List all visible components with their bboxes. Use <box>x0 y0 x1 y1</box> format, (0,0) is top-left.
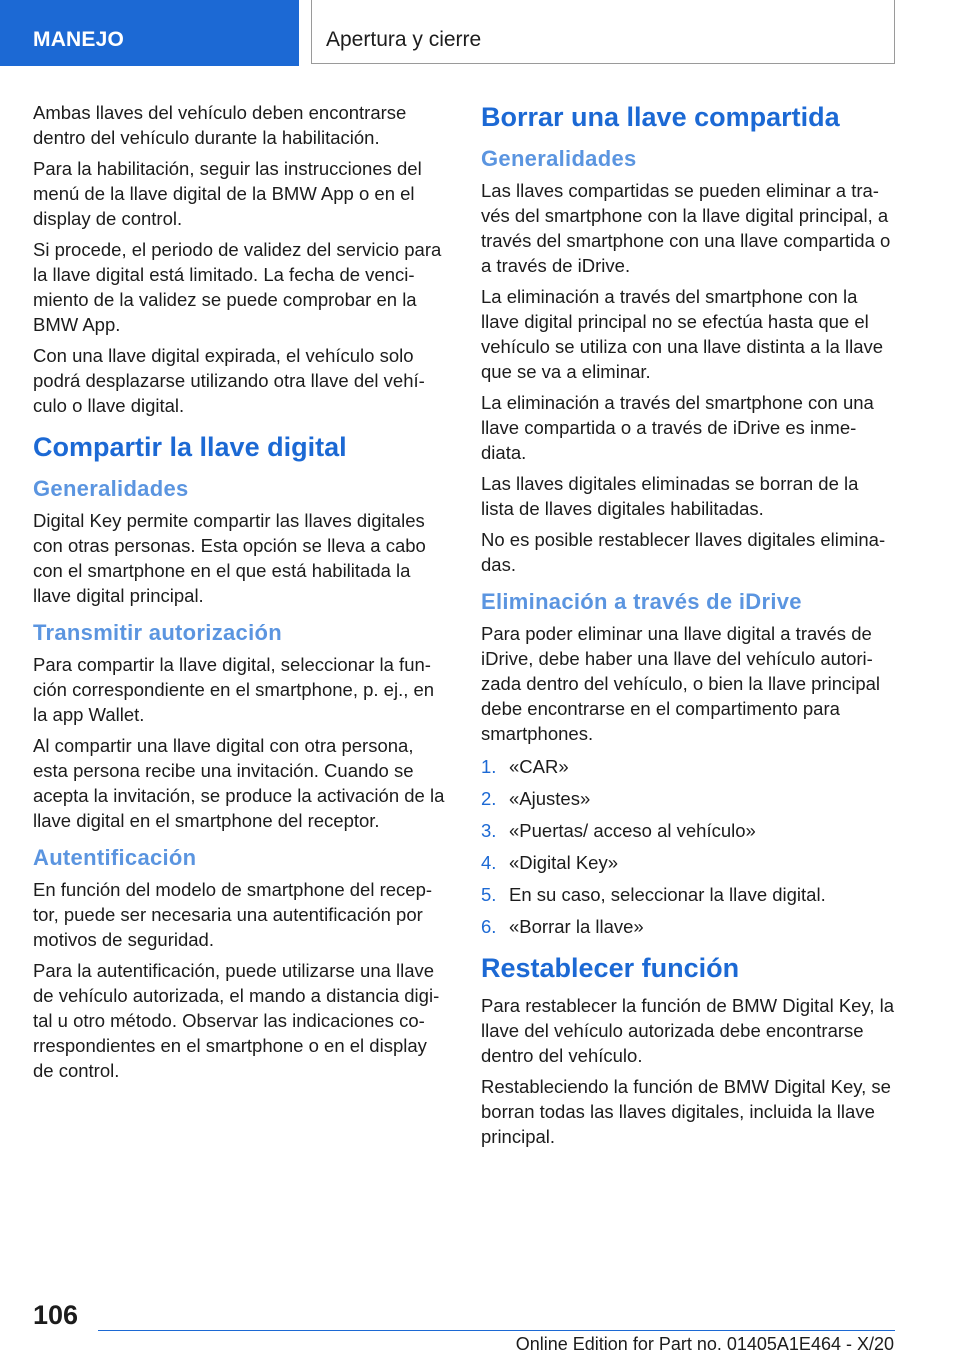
paragraph: Para la habilitación, seguir las instrucciones del menú de la llave digital de la BMW App o en el display de control. <box>33 158 422 229</box>
paragraph: Las llaves digitales eliminadas se borran de la lista de llaves digitales habilitadas. <box>481 473 859 519</box>
paragraph: Con una llave digital expirada, el vehículo solo podrá desplazarse utilizando otra llave del vehí-culo o llave digital. <box>33 345 425 416</box>
step-number: 2. <box>481 788 497 809</box>
paragraph: Para poder eliminar una llave digital a través de iDrive, debe haber una llave del vehículo autori-zada dentro del vehículo, o bien la llave principal debe encontrarse en el compartimento para smartphones. <box>481 623 881 744</box>
list-item <box>481 786 896 811</box>
paragraph: Ambas llaves del vehículo deben encontrarse dentro del vehículo durante la habilitación. <box>33 102 407 148</box>
step-number: 6. <box>481 916 497 937</box>
paragraph: La eliminación a través del smartphone con la llave digital principal no se efectúa hasta que el vehículo se utiliza con una llave distinta a la llave que se va a eliminar. <box>481 286 884 382</box>
paragraph: En función del modelo de smartphone del recep-tor, puede ser necesaria una autentificación por motivos de seguridad. <box>33 879 433 950</box>
list-item <box>481 754 896 779</box>
step-number: 4. <box>481 852 497 873</box>
paragraph: Restableciendo la función de BMW Digital Key, se borran todas las llaves digitales, incluida la llave principal. <box>481 1076 891 1147</box>
left-column <box>33 100 448 1089</box>
list-item <box>481 882 896 907</box>
subheading-authentication: Autentificación <box>33 845 197 870</box>
step-text: «CAR» <box>509 756 569 777</box>
paragraph: Si procede, el periodo de validez del servicio para la llave digital está limitado. La fecha de venci-miento de la validez se puede comprobar en la BMW App. <box>33 239 442 335</box>
footer-divider <box>98 1330 895 1331</box>
chapter-tab <box>311 0 895 64</box>
step-number: 5. <box>481 884 497 905</box>
section-tab <box>0 0 299 66</box>
right-column <box>481 100 896 1155</box>
paragraph: Las llaves compartidas se pueden eliminar a tra-vés del smartphone con la llave digital principal, a través del smartphone con una llave compartida o a través de iDrive. <box>481 180 891 276</box>
step-text: En su caso, seleccionar la llave digital. <box>509 884 826 905</box>
list-item <box>481 850 896 875</box>
subheading-general: Generalidades <box>33 476 189 501</box>
paragraph: La eliminación a través del smartphone con una llave compartida o a través de iDrive es inme-diata. <box>481 392 874 463</box>
paragraph: Para restablecer la función de BMW Digital Key, la llave del vehículo autorizada debe encontrarse dentro del vehículo. <box>481 995 895 1066</box>
steps-list <box>481 754 896 939</box>
subheading-general: Generalidades <box>481 146 637 171</box>
heading-share-digital-key: Compartir la llave digital <box>33 432 347 462</box>
page-number: 106 <box>33 1300 79 1330</box>
section-title: MANEJO <box>33 28 125 51</box>
step-text: «Puertas/ acceso al vehículo» <box>509 820 756 841</box>
paragraph: Para compartir la llave digital, seleccionar la fun-ción correspondiente en el smartphone, p. ej., en la app Wallet. <box>33 654 435 725</box>
chapter-title: Apertura y cierre <box>326 28 482 51</box>
step-text: «Ajustes» <box>509 788 591 809</box>
step-text: «Digital Key» <box>509 852 619 873</box>
subheading-transmit-authorization: Transmitir autorización <box>33 620 282 645</box>
paragraph: Digital Key permite compartir las llaves digitales con otras personas. Esta opción se lleva a cabo con el smartphone en el que está habilitada la llave digital principal. <box>33 510 426 606</box>
subheading-delete-via-idrive: Eliminación a través de iDrive <box>481 589 802 614</box>
step-number: 3. <box>481 820 497 841</box>
paragraph: Al compartir una llave digital con otra persona, esta persona recibe una invitación. Cuando se acepta la invitación, se produce la activación de la llave digital en el smartphone del receptor. <box>33 735 445 831</box>
heading-delete-shared-key: Borrar una llave compartida <box>481 102 840 132</box>
list-item <box>481 914 896 939</box>
step-text: «Borrar la llave» <box>509 916 644 937</box>
step-number: 1. <box>481 756 497 777</box>
footer-edition: Online Edition for Part no. 01405A1E464 - X/20 <box>515 1334 894 1354</box>
paragraph: Para la autentificación, puede utilizarse una llave de vehículo autorizada, el mando a distancia digi-tal u otro método. Observar las indicaciones co-rrespondientes en el smartphone o en el display de control. <box>33 960 440 1081</box>
paragraph: No es posible restablecer llaves digitales elimina-das. <box>481 529 886 575</box>
list-item <box>481 818 896 843</box>
heading-reset-function: Restablecer función <box>481 953 740 983</box>
